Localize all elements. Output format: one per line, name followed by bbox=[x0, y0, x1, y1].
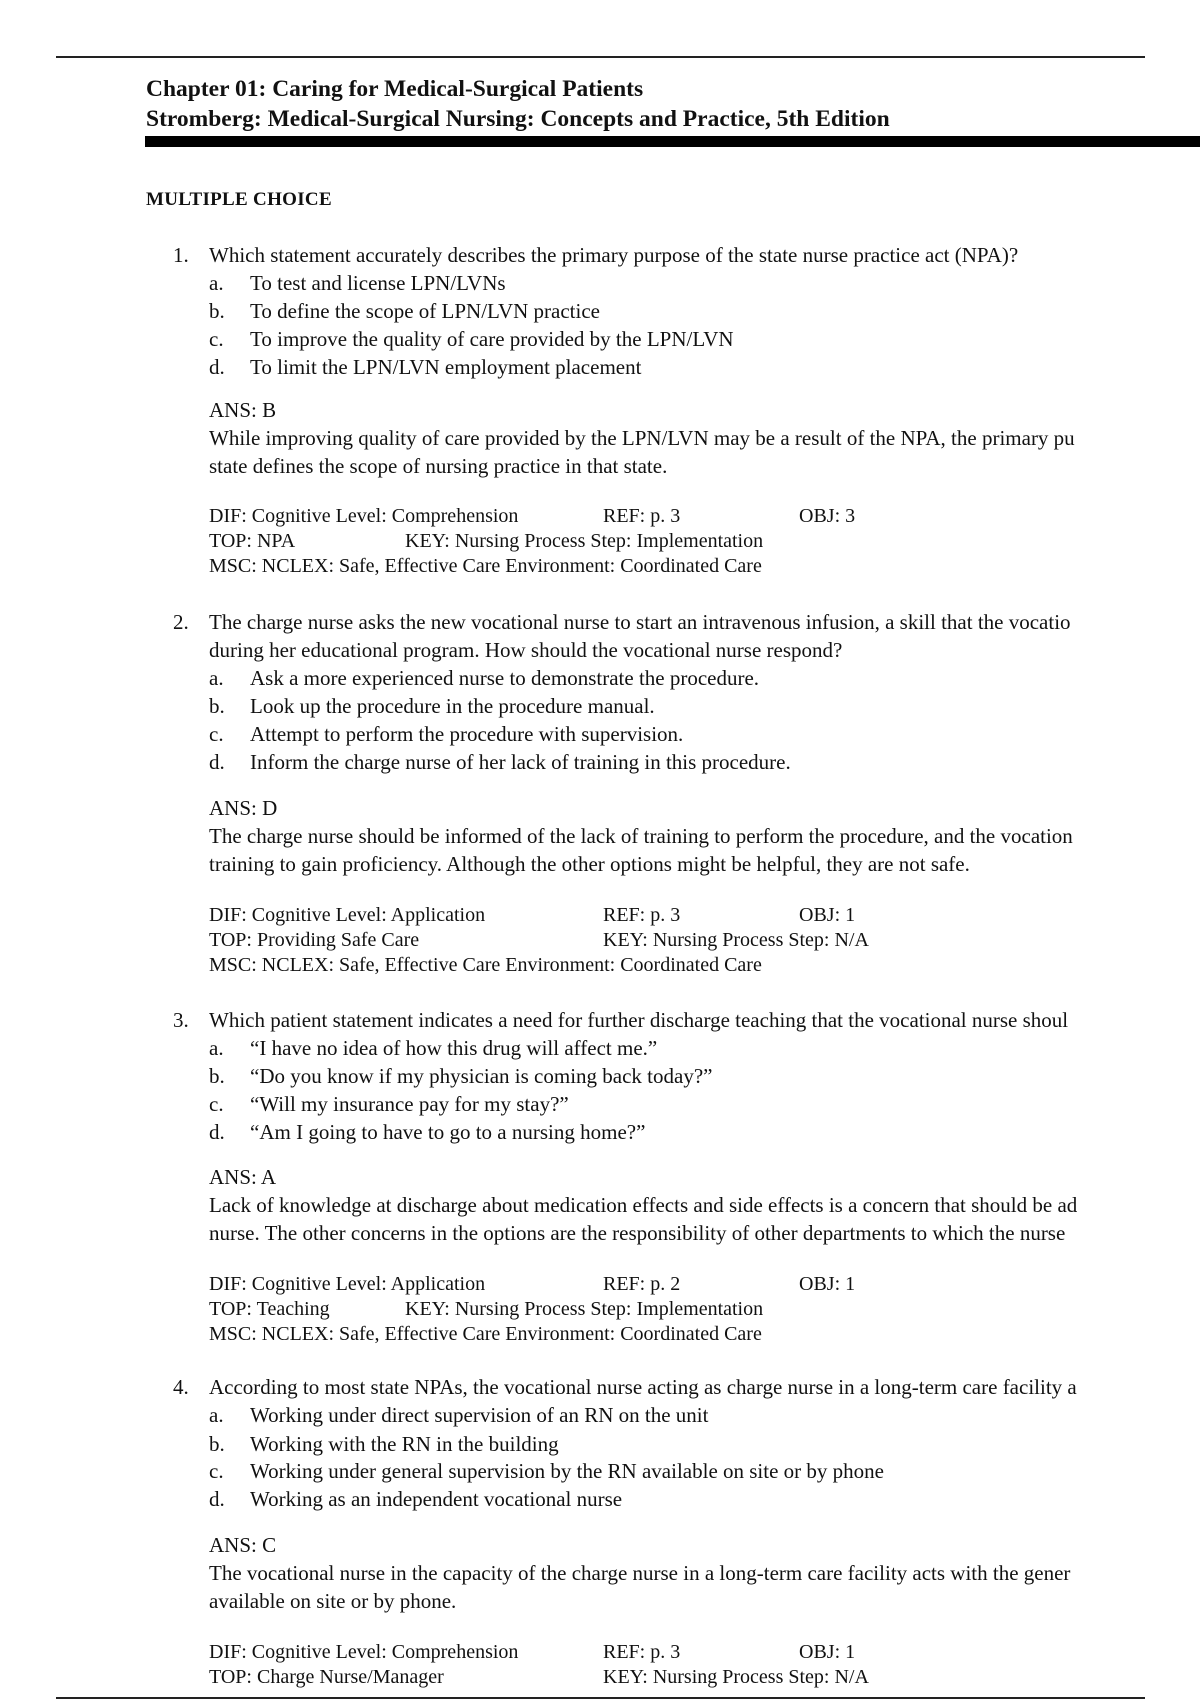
meta-top: TOP: Providing Safe Care bbox=[209, 929, 420, 951]
option-text: Working as an independent vocational nurse bbox=[250, 1487, 623, 1511]
meta-obj: OBJ: 1 bbox=[799, 1641, 856, 1663]
meta-dif: DIF: Cognitive Level: Application bbox=[209, 904, 486, 926]
book-title: Stromberg: Medical-Surgical Nursing: Concepts and Practice, 5th Edition bbox=[146, 106, 890, 132]
rationale-line: While improving quality of care provided by the LPN/LVN may be a result of the NPA, the primary pu bbox=[209, 426, 1075, 450]
option-text: To improve the quality of care provided by the LPN/LVN bbox=[250, 327, 734, 351]
meta-obj: OBJ: 1 bbox=[799, 1273, 856, 1295]
meta-msc: MSC: NCLEX: Safe, Effective Care Environment: Coordinated Care bbox=[209, 1323, 762, 1345]
option-letter: a. bbox=[209, 1036, 224, 1060]
option-letter: d. bbox=[209, 1120, 225, 1144]
option-letter: c. bbox=[209, 722, 224, 746]
meta-dif: DIF: Cognitive Level: Application bbox=[209, 1273, 486, 1295]
option-text: Ask a more experienced nurse to demonstrate the procedure. bbox=[250, 666, 760, 690]
option-letter: d. bbox=[209, 750, 225, 774]
question-stem: Which patient statement indicates a need for further discharge teaching that the vocational nurse shoul bbox=[209, 1008, 1069, 1032]
option-text: To test and license LPN/LVNs bbox=[250, 271, 506, 295]
meta-dif: DIF: Cognitive Level: Comprehension bbox=[209, 1641, 519, 1663]
question-stem: during her educational program. How should the vocational nurse respond? bbox=[209, 638, 843, 662]
meta-key: KEY: Nursing Process Step: N/A bbox=[603, 929, 869, 951]
question-number: 3. bbox=[173, 1008, 189, 1032]
option-letter: a. bbox=[209, 666, 224, 690]
meta-ref: REF: p. 3 bbox=[603, 505, 681, 527]
question-stem: According to most state NPAs, the vocational nurse acting as charge nurse in a long-term care facility a bbox=[209, 1375, 1077, 1399]
option-letter: a. bbox=[209, 271, 224, 295]
option-letter: c. bbox=[209, 327, 224, 351]
rationale-line: nurse. The other concerns in the options are the responsibility of other departments to which the nurse bbox=[209, 1221, 1066, 1245]
question-number: 4. bbox=[173, 1375, 189, 1399]
option-letter: c. bbox=[209, 1459, 224, 1483]
meta-ref: REF: p. 3 bbox=[603, 1641, 681, 1663]
rationale-line: The vocational nurse in the capacity of the charge nurse in a long-term care facility acts with the gener bbox=[209, 1561, 1071, 1585]
question-number: 2. bbox=[173, 610, 189, 634]
bottom-rule bbox=[56, 1697, 1145, 1699]
answer: ANS: A bbox=[209, 1165, 277, 1189]
meta-ref: REF: p. 3 bbox=[603, 904, 681, 926]
option-letter: b. bbox=[209, 694, 225, 718]
section-heading: MULTIPLE CHOICE bbox=[146, 189, 332, 210]
meta-key: KEY: Nursing Process Step: Implementation bbox=[405, 1298, 764, 1320]
option-text: Working under direct supervision of an RN on the unit bbox=[250, 1403, 709, 1427]
question-number: 1. bbox=[173, 243, 189, 267]
option-letter: d. bbox=[209, 355, 225, 379]
meta-top: TOP: Charge Nurse/Manager bbox=[209, 1666, 444, 1688]
rationale-line: The charge nurse should be informed of the lack of training to perform the procedure, and the vocation bbox=[209, 824, 1073, 848]
meta-dif: DIF: Cognitive Level: Comprehension bbox=[209, 505, 519, 527]
option-text: Attempt to perform the procedure with supervision. bbox=[250, 722, 684, 746]
answer: ANS: B bbox=[209, 398, 277, 422]
option-text: Inform the charge nurse of her lack of training in this procedure. bbox=[250, 750, 791, 774]
rationale-line: training to gain proficiency. Although the other options might be helpful, they are not safe. bbox=[209, 852, 970, 876]
option-letter: b. bbox=[209, 1064, 225, 1088]
meta-ref: REF: p. 2 bbox=[603, 1273, 681, 1295]
option-text: Working under general supervision by the RN available on site or by phone bbox=[250, 1459, 884, 1483]
question-stem: The charge nurse asks the new vocational nurse to start an intravenous infusion, a skill that the vocatio bbox=[209, 610, 1071, 634]
rationale-line: Lack of knowledge at discharge about medication effects and side effects is a concern that should be ad bbox=[209, 1193, 1078, 1217]
meta-obj: OBJ: 3 bbox=[799, 505, 856, 527]
option-text: To limit the LPN/LVN employment placement bbox=[250, 355, 642, 379]
question-stem: Which statement accurately describes the primary purpose of the state nurse practice act (NPA)? bbox=[209, 243, 1019, 267]
header-bar bbox=[145, 136, 1200, 147]
option-text: Working with the RN in the building bbox=[250, 1432, 559, 1456]
option-letter: c. bbox=[209, 1092, 224, 1116]
option-text: “I have no idea of how this drug will affect me.” bbox=[250, 1036, 658, 1060]
option-text: “Will my insurance pay for my stay?” bbox=[250, 1092, 569, 1116]
rationale-line: state defines the scope of nursing practice in that state. bbox=[209, 454, 668, 478]
meta-msc: MSC: NCLEX: Safe, Effective Care Environment: Coordinated Care bbox=[209, 954, 762, 976]
meta-top: TOP: Teaching bbox=[209, 1298, 330, 1320]
option-letter: d. bbox=[209, 1487, 225, 1511]
answer: ANS: D bbox=[209, 796, 278, 820]
top-rule bbox=[56, 56, 1145, 58]
option-text: Look up the procedure in the procedure manual. bbox=[250, 694, 655, 718]
option-text: “Am I going to have to go to a nursing home?” bbox=[250, 1120, 646, 1144]
answer: ANS: C bbox=[209, 1533, 277, 1557]
option-text: To define the scope of LPN/LVN practice bbox=[250, 299, 600, 323]
chapter-title: Chapter 01: Caring for Medical-Surgical Patients bbox=[146, 76, 644, 102]
option-letter: a. bbox=[209, 1403, 224, 1427]
meta-key: KEY: Nursing Process Step: N/A bbox=[603, 1666, 869, 1688]
meta-key: KEY: Nursing Process Step: Implementation bbox=[405, 530, 764, 552]
meta-msc: MSC: NCLEX: Safe, Effective Care Environment: Coordinated Care bbox=[209, 555, 762, 577]
option-letter: b. bbox=[209, 299, 225, 323]
meta-top: TOP: NPA bbox=[209, 530, 296, 552]
rationale-line: available on site or by phone. bbox=[209, 1589, 457, 1613]
option-letter: b. bbox=[209, 1432, 225, 1456]
option-text: “Do you know if my physician is coming back today?” bbox=[250, 1064, 713, 1088]
meta-obj: OBJ: 1 bbox=[799, 904, 856, 926]
